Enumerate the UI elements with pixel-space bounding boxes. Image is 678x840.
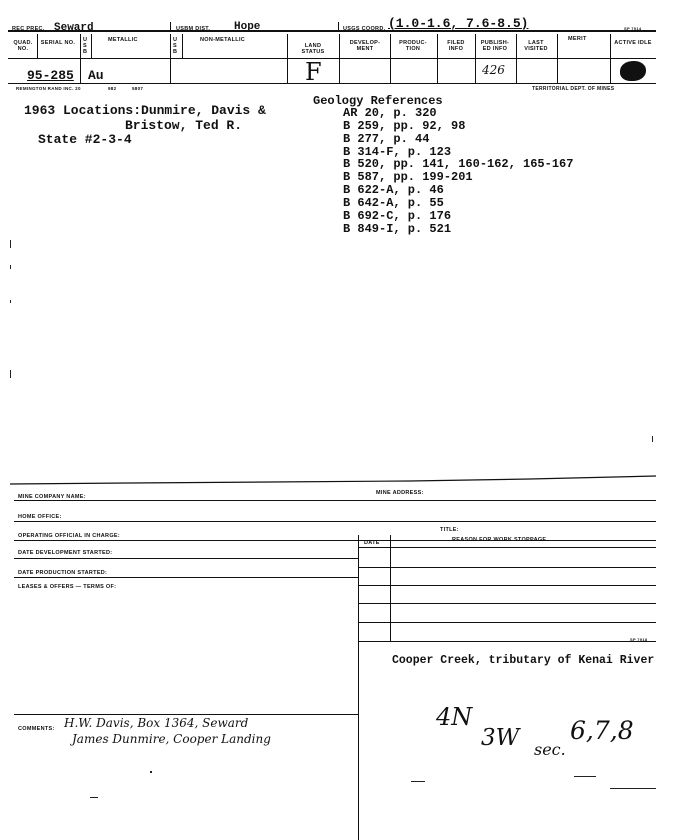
line-home [14,521,656,522]
stop-row [358,603,656,604]
v-usb [91,34,92,58]
v-merit [610,34,611,83]
territorial-dept: TERRITORIAL DEPT. OF MINES [532,86,615,92]
leases-label: LEASES & OFFERS — TERMS OF: [18,584,117,590]
title-label: TITLE: [440,527,459,533]
state-number: State #2-3-4 [38,132,132,147]
speck [574,776,596,777]
v-serial [80,34,81,83]
home-office-label: HOME OFFICE: [18,514,62,520]
section-label-handwritten: sec. [534,740,566,759]
v-last [557,34,558,83]
speck [10,240,11,248]
geology-ref: B 259, pp. 92, 98 [343,119,466,133]
form-number-2: SP 7918 [630,637,648,642]
comments-line-2: James Dunmire, Cooper Landing [72,732,271,746]
speck [652,436,653,442]
speck [150,771,152,773]
top-border [8,30,656,32]
rec-prec-value: Seward [54,22,94,34]
col-land-status: LAND STATUS [301,43,325,55]
section-numbers-handwritten: 6,7,8 [570,716,634,745]
col-active-idle: ACTIVE IDLE [614,40,652,46]
geology-ref: B 849-I, p. 521 [343,222,452,236]
line-official [14,540,656,541]
form-number: SP 7914 [624,26,642,31]
metallic-value: Au [88,68,104,83]
usgs-coord-value: (1.0-1.6, 7.6-8.5) [388,16,529,31]
speck [411,781,425,782]
reason-stoppage-label: REASON FOR WORK STOPPAGE [452,537,547,543]
col-non-metallic: NON-METALLIC [200,37,246,43]
col-header-bottom [8,58,656,59]
col-usb-2: U S B [173,37,178,55]
divider-usgs [338,22,339,31]
col-published-info: PUBLISH- ED INFO [480,40,510,52]
speck [10,265,11,269]
geology-ref: B 277, p. 44 [343,132,430,146]
line-comments-top [14,714,358,715]
line-company [14,500,656,501]
comments-label: COMMENTS: [18,726,55,732]
usbm-dist-label: USBM DIST. [176,26,211,32]
v-date-col [358,535,359,840]
date-production-label: DATE PRODUCTION STARTED: [18,570,108,576]
v-pub [516,34,517,83]
v-dev [390,34,391,83]
col-production: PRODUC- TION [399,40,427,52]
usbm-dist-value: Hope [234,21,261,33]
col-merit: MERIT [568,36,587,42]
location-note: Cooper Creek, tributary of Kenai River [392,654,655,667]
tear-line [10,474,656,486]
range-handwritten: 3W [481,725,520,751]
v-usb-2 [182,34,183,58]
col-development: DEVELOP- MENT [349,40,381,52]
published-info-value: 426 [482,63,505,77]
mine-company-name-label: MINE COMPANY NAME: [18,494,86,500]
line-development [14,558,358,559]
line-stoppage-head [358,547,656,548]
date-label: DATE [364,540,380,546]
imprint-code: 982 [108,86,117,91]
geology-ref: B 642-A, p. 55 [343,196,444,210]
rec-prec-label: REC PREC. [12,26,45,32]
comments-line-1: H.W. Davis, Box 1364, Seward [64,716,249,730]
active-idle-mark [620,61,646,81]
quad-serial-value: 95-285 [27,68,74,83]
col-metallic: METALLIC [108,37,138,43]
geology-ref: B 314-F, p. 123 [343,145,452,159]
speck [610,788,656,789]
date-development-label: DATE DEVELOPMENT STARTED: [18,550,113,556]
v-quad [37,34,38,58]
geology-ref: B 622-A, p. 46 [343,183,444,197]
geology-ref: B 692-C, p. 176 [343,209,452,223]
v-prod [437,34,438,83]
operating-official-label: OPERATING OFFICIAL IN CHARGE: [18,533,120,539]
col-quad-no: QUAD. NO. [13,40,33,52]
speck [90,797,98,798]
v-filed [475,34,476,83]
line-production [14,577,358,578]
land-status-value: F [305,58,322,86]
geology-title: Geology References [313,94,443,108]
speck [10,370,11,378]
stop-row [358,641,656,642]
usgs-coord-label: USGS COORD. [343,26,386,32]
geology-ref: B 520, pp. 141, 160-162, 165-167 [343,157,574,171]
stop-row [358,567,656,568]
imprint-code-2: 5807 [132,86,144,91]
col-last-visited: LAST VISITED [524,40,548,52]
stop-row [358,622,656,623]
locations-line-2: Bristow, Ted R. [125,118,243,133]
v-reason-col [390,535,391,641]
v-metallic [170,34,171,83]
printer-imprint: REMINGTON RAND INC. 20 [16,86,81,91]
township-handwritten: 4N [436,703,473,731]
locations-line-1: 1963 Locations:Dunmire, Davis & [24,103,266,118]
col-serial-no: SERIAL NO. [40,40,76,46]
row-bottom [8,83,656,84]
geology-ref: AR 20, p. 320 [343,106,437,120]
col-filed-info: FILED INFO [447,40,465,52]
v-land [339,34,340,83]
v-nonmetallic [287,34,288,83]
col-usb: U S B [83,37,88,55]
divider-usbm [170,22,171,31]
mine-address-label: MINE ADDRESS: [376,490,424,496]
stop-row [358,585,656,586]
speck [10,300,11,303]
geology-ref: B 587, pp. 199-201 [343,170,473,184]
